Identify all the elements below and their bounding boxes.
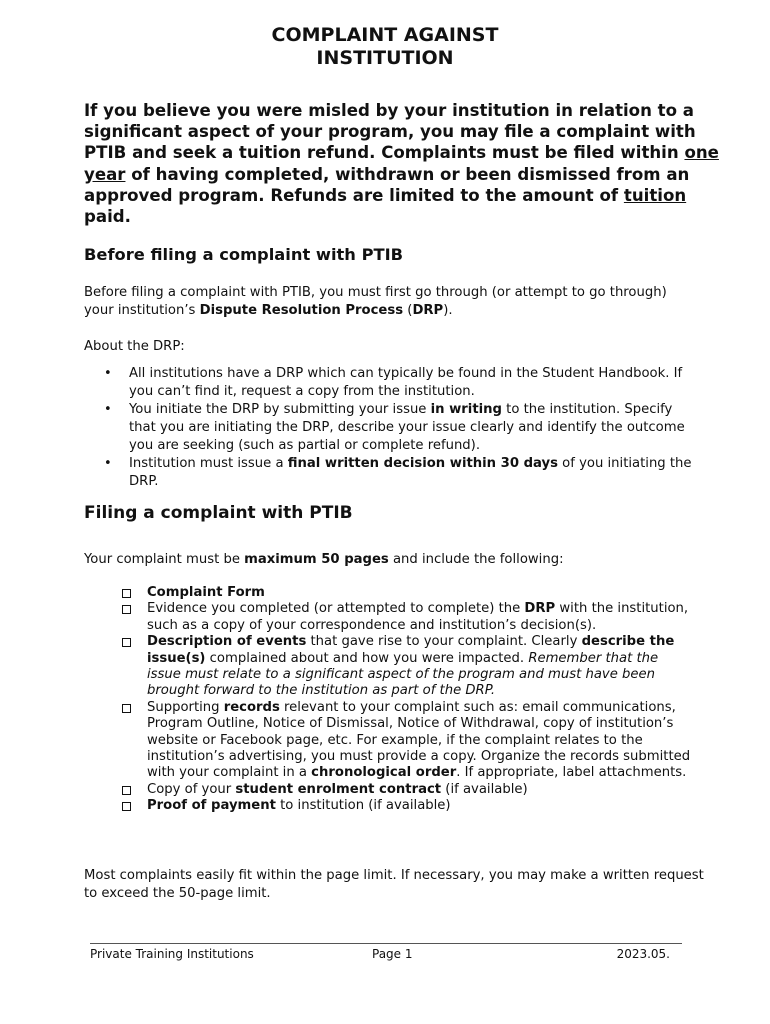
checklist-item-4-post: . If appropriate, label attachments.: [456, 765, 687, 781]
checklist-item-3-mid-2: complained about and how you were impacted.: [205, 650, 529, 666]
checkbox-square-icon: [122, 605, 131, 614]
checkbox-square-icon: [122, 589, 131, 598]
checklist-item-3-italic: Remember that the issue must relate to a significant aspect of the program and must have been brought forward to the institution as part of the DRP.: [147, 650, 659, 699]
bullet-icon: •: [104, 366, 112, 381]
checklist-item-4-pre: Supporting: [147, 699, 224, 715]
checklist-item-contract: [120, 782, 695, 798]
drp-item-1-text: All institutions have a DRP which can typically be found in the Student Handbook. If you can’t find it, request a copy from the institution.: [129, 366, 683, 399]
checkbox-square-icon: [122, 786, 131, 795]
closing-paragraph: Most complaints easily fit within the page limit. If necessary, you may make a written request to exceed the 50-page limit.: [84, 868, 704, 901]
checklist-item-6-bold: Proof of payment: [147, 798, 276, 814]
checklist-item-6-post: to institution (if available): [275, 798, 451, 814]
requirements-checklist: [120, 585, 695, 815]
before-text-1: Before filing a complaint with PTIB, you must first go through (or attempt to go through) your institution’s: [84, 285, 667, 318]
footer-date: 2023.05.: [616, 947, 670, 961]
checklist-item-5-pre: Copy of your: [147, 781, 236, 797]
intro-text-3: paid.: [84, 207, 131, 227]
filing-intro-bold: maximum 50 pages: [244, 552, 389, 567]
checkbox-square-icon: [122, 638, 131, 647]
checklist-item-4-mid: relevant to your complaint such as: email communications, Program Outline, Notice of Dismissal, Notice of Withdrawal, copy of institution’s website or Facebook page, etc. For example, if the complaint relates to the institution’s advertising, you must provide a copy. Organize the records submitted with your complaint in a: [147, 699, 691, 781]
drp-item-2-bold: in writing: [430, 402, 502, 417]
document-title-line-2: INSTITUTION: [316, 47, 454, 69]
checklist-item-4-bold-2: chronological order: [311, 765, 457, 781]
drp-item-3-post: of you initiating the DRP.: [129, 456, 692, 489]
checklist-item-description: [120, 634, 695, 700]
footer-organization: Private Training Institutions: [90, 947, 254, 961]
drp-item-2: [84, 401, 699, 455]
intro-underline-tuition: tuition: [623, 185, 687, 205]
checkbox-square-icon: [122, 704, 131, 713]
before-text-3: ).: [443, 303, 453, 318]
before-bold-drp: DRP: [412, 303, 444, 318]
page-footer: [90, 946, 670, 962]
intro-underline-one-year: one year: [84, 143, 719, 184]
filing-intro-pre: Your complaint must be: [84, 552, 245, 567]
checklist-item-3-bold: Description of events: [147, 634, 307, 650]
before-filing-paragraph: [84, 284, 694, 320]
drp-item-2-pre: You initiate the DRP by submitting your issue: [129, 402, 431, 417]
bullet-icon: •: [104, 402, 112, 417]
bullet-icon: •: [104, 456, 112, 471]
checklist-item-2-pre: Evidence you completed (or attempted to complete) the: [147, 601, 525, 617]
document-title: [0, 24, 770, 70]
filing-complaint-heading: Filing a complaint with PTIB: [84, 503, 353, 523]
drp-item-3-pre: Institution must issue a: [129, 456, 288, 471]
checklist-item-5-bold: student enrolment contract: [235, 781, 442, 797]
intro-paragraph: [84, 100, 724, 227]
checklist-item-3-bold-2: describe the issue(s): [147, 634, 675, 666]
checklist-item-5-post: (if available): [441, 781, 528, 797]
filing-intro-post: and include the following:: [388, 552, 564, 567]
checklist-item-2-post: with the institution, such as a copy of your correspondence and institution’s decision(s).: [147, 601, 689, 633]
checklist-item-complaint-form: [120, 585, 695, 601]
drp-item-1: [84, 365, 699, 401]
checklist-item-drp-evidence: [120, 601, 695, 634]
checklist-item-2-bold: DRP: [524, 601, 556, 617]
drp-item-3-bold: final written decision within 30 days: [287, 456, 558, 471]
checklist-item-payment: [120, 798, 695, 814]
document-title-line-1: COMPLAINT AGAINST: [271, 24, 499, 46]
checklist-item-records: [120, 700, 695, 782]
checklist-item-3-mid: that gave rise to your complaint. Clearly: [306, 634, 582, 650]
before-bold-drp-name: Dispute Resolution Process: [199, 303, 404, 318]
filing-intro-paragraph: [84, 551, 694, 569]
checklist-item-1-bold: Complaint Form: [147, 585, 265, 600]
checklist-item-4-bold: records: [223, 699, 280, 715]
about-drp-label: About the DRP:: [84, 339, 185, 354]
before-text-2: (: [403, 303, 413, 318]
footer-page-number: Page 1: [372, 947, 413, 961]
drp-bullet-list: [84, 365, 699, 491]
before-filing-heading: Before filing a complaint with PTIB: [84, 245, 404, 264]
checkbox-square-icon: [122, 802, 131, 811]
footer-divider: [90, 943, 682, 944]
drp-item-2-post: to the institution. Specify that you are initiating the DRP, describe your issue clearly and identify the outcome you are seeking (such as partial or complete refund).: [129, 402, 685, 453]
intro-text-2: of having completed, withdrawn or been dismissed from an approved program. Refunds are limited to the amount of: [84, 164, 690, 205]
drp-item-3: [84, 455, 699, 491]
intro-text-1: If you believe you were misled by your institution in relation to a significant aspect of your program, you may file a complaint with PTIB and seek a tuition refund. Complaints must be filed within: [84, 101, 696, 163]
